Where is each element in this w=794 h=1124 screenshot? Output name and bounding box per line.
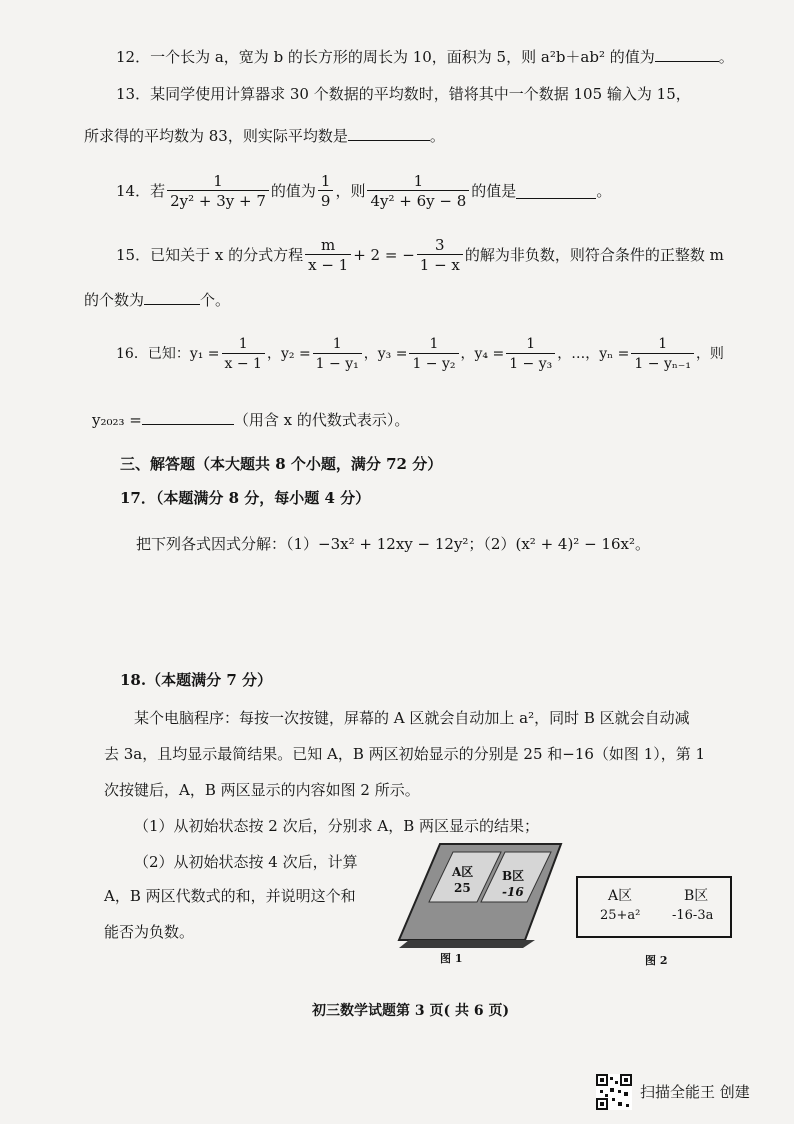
question-18-title: 18.（本题满分 7 分） [120, 671, 272, 689]
fig2-a-value: 25+a² [600, 908, 641, 923]
page-footer: 初三数学试题第 3 页( 共 6 页) [312, 1003, 510, 1019]
fraction [417, 236, 463, 275]
fraction [367, 172, 469, 211]
q14-prefix: 14．若 [116, 182, 166, 200]
question-14 [116, 166, 611, 216]
numerator: 1 [320, 171, 331, 190]
question-16 [116, 328, 724, 380]
q18-subquestion-1: （1）从初始状态按 2 次后，分别求 A，B 两区显示的结果； [134, 817, 540, 835]
numerator: 1 [413, 171, 424, 190]
q15-suffix: 的解为非负数，则符合条件的正整数 m [464, 246, 724, 264]
fraction [506, 335, 555, 374]
q13-end: 。 [429, 127, 445, 145]
q15-line2-end: 个。 [200, 291, 231, 309]
laptop-keyboard [399, 940, 535, 948]
qr-code-icon [596, 1074, 632, 1110]
numerator: 1 [526, 335, 536, 352]
denominator: 1 − y₃ [506, 353, 555, 374]
numerator: 1 [429, 335, 439, 352]
fraction [631, 335, 694, 374]
fig1-a-value: 25 [454, 881, 471, 895]
answer-blank [655, 47, 719, 62]
fig2-caption: 图 2 [645, 954, 668, 967]
numerator: 1 [658, 335, 668, 352]
denominator: 9 [318, 190, 334, 211]
question-13-line1 [116, 84, 691, 104]
numerator: 1 [332, 335, 342, 352]
q18-paragraph-2: 去 3a，且均显示最简结果。已知 A，B 两区初始显示的分别是 25 和−16（如图 1），第 1 [104, 745, 706, 763]
answer-blank [348, 126, 430, 141]
fraction [305, 236, 351, 275]
q18-paragraph-3: 次按键后，A，B 两区显示的内容如图 2 所示。 [104, 781, 420, 799]
q12-end: 。 [718, 48, 734, 66]
numerator: 3 [435, 235, 445, 254]
q16-line2-prefix: y₂₀₂₃ = [92, 411, 142, 429]
fig1-a-label: A区 [452, 865, 474, 879]
denominator: 1 − x [417, 254, 463, 275]
q16-y2: ，y₂ = [266, 346, 311, 362]
section-3-heading: 三、解答题（本大题共 8 个小题，满分 72 分） [120, 455, 443, 473]
denominator: 1 − yₙ₋₁ [631, 353, 694, 374]
denominator: 4y² + 6y − 8 [367, 190, 469, 211]
question-17-body: 把下列各式因式分解：（1）−3x² + 12xy − 12y²；（2）(x² + 4)² − 16x²。 [136, 535, 650, 553]
q18-subquestion-2-end: 能否为负数。 [104, 923, 195, 941]
fraction [167, 172, 269, 211]
q14-end: 。 [596, 182, 612, 200]
q13-line1: 13．某同学使用计算器求 30 个数据的平均数时，错将其中一个数据 105 输入为 15， [116, 85, 691, 103]
q18-subquestion-2: （2）从初始状态按 4 次后，计算 [134, 853, 358, 871]
q16-line2-suffix: （用含 x 的代数式表示）。 [233, 411, 410, 429]
fraction [409, 335, 458, 374]
scanner-watermark: 扫描全能王 创建 [640, 1083, 750, 1101]
q16-prefix: 16．已知： [116, 346, 190, 362]
q16-y3: ，y₃ = [363, 346, 408, 362]
q12-text: 12．一个长为 a，宽为 b 的长方形的周长为 10，面积为 5，则 a²b＋ab² 的值为 [116, 48, 655, 66]
q13-line2: 所求得的平均数为 83，则实际平均数是 [84, 127, 348, 145]
answer-blank [142, 410, 234, 425]
q16-y4: ，y₄ = [460, 346, 505, 362]
figure-1-laptop [395, 840, 565, 950]
q15-line2: 的个数为 [84, 291, 145, 309]
answer-blank [516, 184, 596, 199]
q14-mid2: ，则 [335, 182, 366, 200]
fig1-b-value: -16 [502, 885, 524, 899]
numerator: 1 [238, 335, 248, 352]
denominator: 1 − y₂ [409, 353, 458, 374]
question-13-line2 [84, 126, 445, 146]
fraction [318, 172, 334, 211]
answer-blank [144, 290, 200, 305]
numerator: 1 [213, 171, 223, 190]
q18-subquestion-2-cont: A，B 两区代数式的和，并说明这个和 [104, 887, 356, 905]
q15-prefix: 15．已知关于 x 的分式方程 [116, 246, 304, 264]
denominator: x − 1 [305, 254, 351, 275]
fig2-a-label: A区 [608, 888, 633, 904]
q14-mid: 的值为 [270, 182, 316, 200]
denominator: 2y² + 3y + 7 [167, 190, 269, 211]
fraction [313, 335, 362, 374]
q16-yn: ，…，yₙ = [557, 346, 630, 362]
denominator: 1 − y₁ [313, 353, 362, 374]
fig1-b-label: B区 [502, 869, 525, 883]
fig2-b-label: B区 [684, 888, 709, 904]
q14-suffix: 的值是 [471, 182, 517, 200]
q16-end: ，则 [695, 346, 724, 362]
question-15-line2 [84, 290, 230, 310]
q15-mid: + 2 = − [353, 246, 415, 264]
question-12 [116, 47, 734, 67]
fig1-caption: 图 1 [440, 952, 463, 965]
q16-y1: y₁ = [189, 346, 220, 362]
denominator: x − 1 [222, 353, 265, 374]
question-16-line2 [92, 410, 409, 430]
question-17-title: 17．（本题满分 8 分，每小题 4 分） [120, 489, 371, 507]
fig2-b-value: -16-3a [672, 908, 714, 923]
fraction [222, 335, 265, 374]
numerator: m [321, 235, 336, 254]
q18-paragraph-1: 某个电脑程序：每按一次按键，屏幕的 A 区就会自动加上 a²，同时 B 区就会自动减 [134, 709, 690, 727]
question-15 [116, 230, 724, 280]
